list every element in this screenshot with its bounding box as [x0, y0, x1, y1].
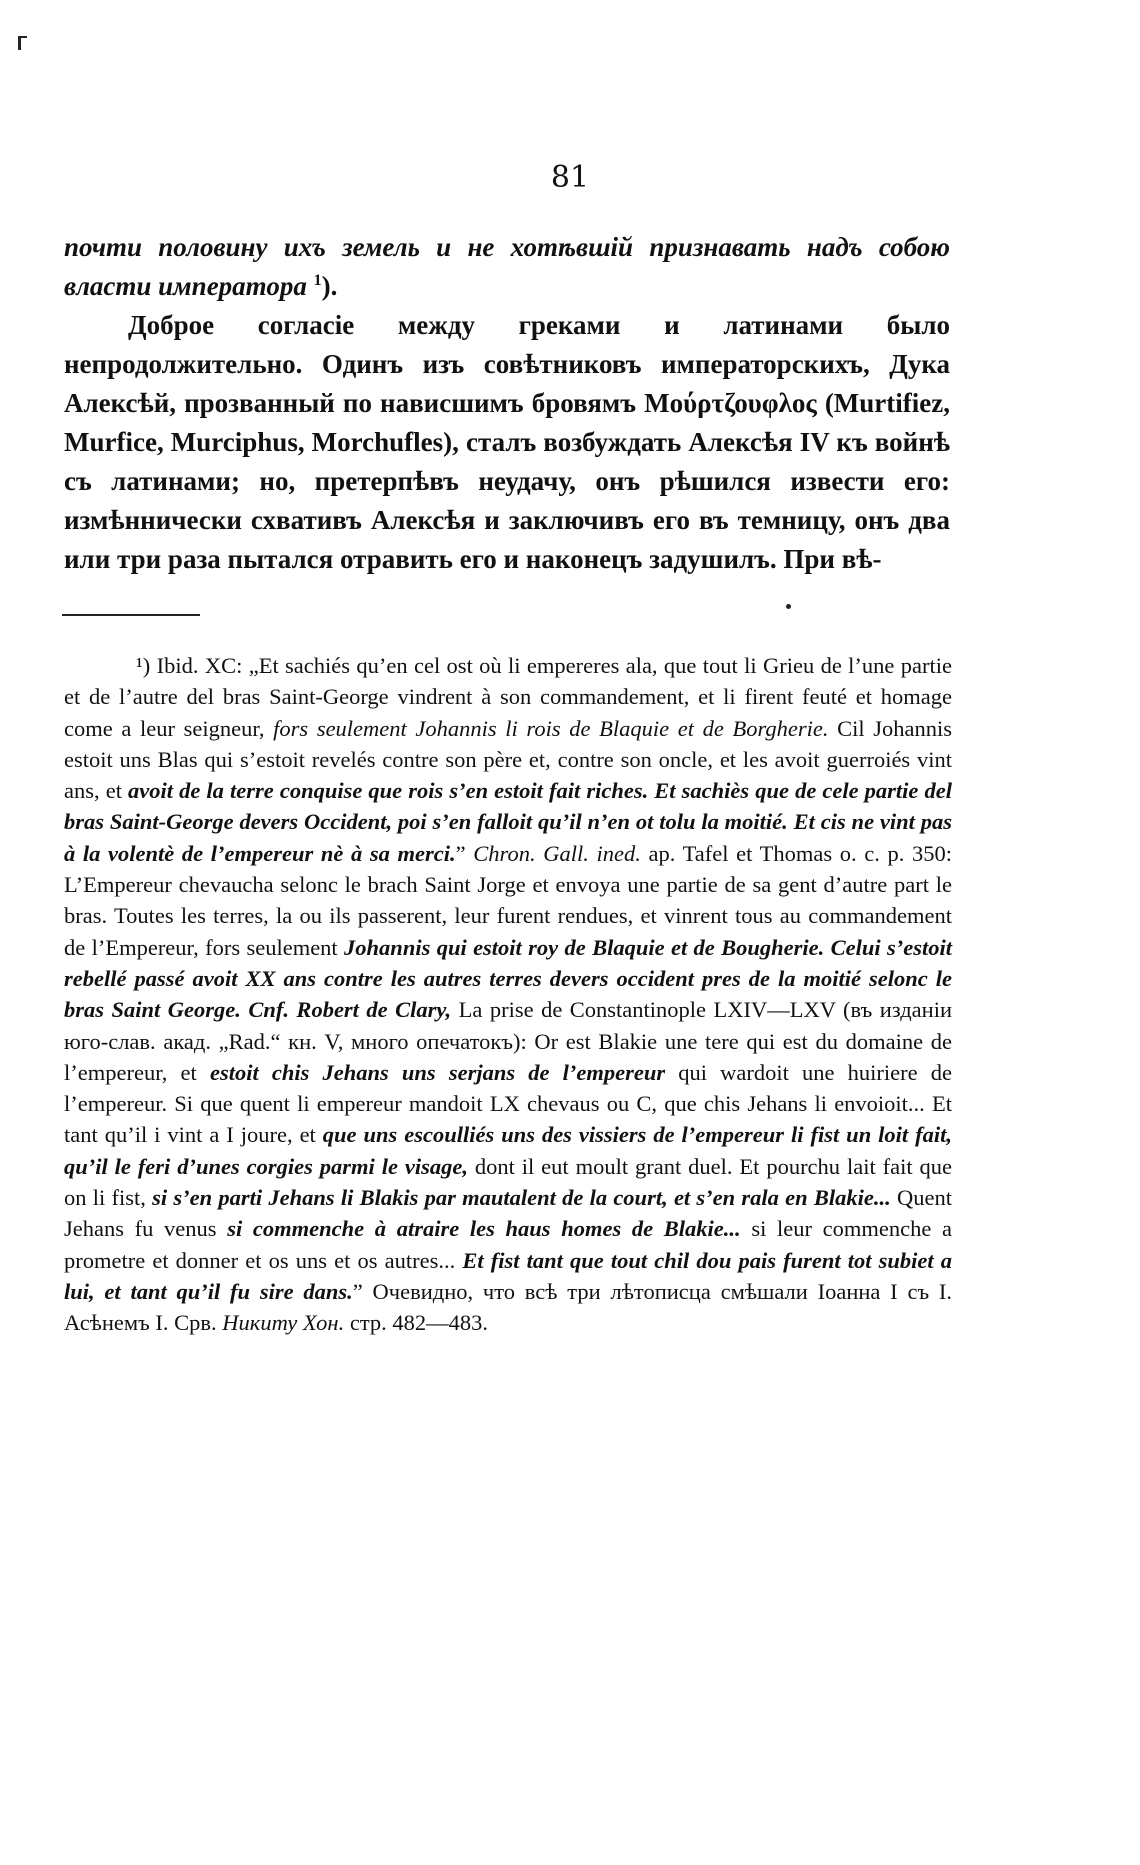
footnote-text-19: ” Очевидно, что всѣ три лѣтописца смѣшали Іоанна I съ I. Асѣнемъ I. Срв. [64, 1278, 952, 1336]
footnote-text-1: Ibid. XC: „Et sachiés qu’en cel ost où li empereres ala, que tout li Grieu de l’une partie et de l’autre del bras Saint-George vindrent à son commandement, et li firent feuté et homage come a leur seigneur, [64, 653, 952, 741]
footnote-text-18: Et fist tant que tout chil dou pais furent tot subiet a lui, et tant qu’il fu sire dans. [64, 1247, 952, 1304]
footnote-text-21: стр. 482—483. [344, 1310, 489, 1336]
divider-dot [786, 604, 791, 609]
main-text [64, 228, 950, 579]
footnote-text-12: que uns escoulliés uns des vissiers de l’empereur li fist un loit fait, qu’il le feri d’unes corgies parmi le visage, [64, 1122, 953, 1179]
footnote-text-10: estoit chis Jehans uns serjans de l’empereur [209, 1059, 666, 1085]
scan-corner-mark-top [18, 36, 27, 38]
footnote-paragraph [64, 650, 952, 1339]
paragraph-1-end: ). [321, 271, 338, 301]
footnote-text-3: Cil Johannis estoit uns Blas qui s’estoit revelés contre son père et, contre son oncle, et les avoit guerroiés vint ans, et [64, 715, 953, 804]
footnote-text-16: si commenche à atraire les haus homes de Blakie... [227, 1216, 741, 1242]
footnote-text-7: ap. Tafel et Thomas o. c. p. 350: L’Empereur chevaucha selonc le brach Saint Jorge et envoya une partie de sa gent d’autre part le bras. Toutes les terres, la ou ils passerent, leur furent rendues, et vinrent tous au commandement de l’Empereur, fors seulement [64, 840, 952, 960]
paragraph-2: Доброе согласіе между греками и латинами было непродолжительно. Одинъ изъ совѣтниковъ императорскихъ, Дука Алексѣй, прозванный по нависшимъ бровямъ Μούρτζουφλος (Murtifiez, Murfice, Murciphus, Morchufles), сталъ возбуждать Алексѣя IV къ войнѣ съ латинами; но, претерпѣвъ неудачу, онъ рѣшился извести его: измѣннически схвативъ Алексѣя и заключивъ его въ темницу, онъ два или три раза пытался отравить его и наконецъ задушилъ. При вѣ- [64, 310, 950, 574]
paragraph-1 [64, 228, 950, 306]
footnote-text-14: si s’en parti Jehans li Blakis par mautalent de la court, et s’en rala en Blakie... [152, 1185, 891, 1211]
scan-corner-mark [18, 36, 21, 50]
footnote-text-17: si leur commenche a prometre et donner et os uns et os autres... [64, 1216, 952, 1273]
footnote-text-2: fors seulement Johannis li rois de Blaquie et de Borgherie. [273, 715, 829, 741]
footnote-text-15: Quent Jehans fu venus [64, 1185, 952, 1242]
footnote-text-4: avoit de la terre conquise que rois s’en estoit fait riches. Et sachiès que de cele partie del bras Saint-George devers Occident, poi s’en falloit qu’il n’en ot tolu la moitié. Et cis ne vint pas à la volentè de l’empereur nè à sa merci. [64, 778, 952, 866]
footnote [64, 650, 952, 1339]
footnote-text-9: La prise de Constantinople LXIV—LXV (въ изданіи юго-слав. акад. „Rad.“ кн. V, много опечатокъ): Or est Blakie une tere qui est du domaine de l’empereur, et [64, 997, 952, 1085]
page-number: 81 [550, 160, 590, 195]
footnote-divider [62, 614, 200, 616]
footnote-text-13: dont il eut moult grant duel. Et pourchu lait fait que on li fist, [64, 1153, 952, 1211]
paragraph-1-italic: почти половину ихъ земель и не хотѣвшій признавать надъ собою власти императора [64, 232, 950, 301]
footnote-text-5: ” [455, 840, 474, 866]
footnote-text-8: Johannis qui estoit roy de Blaquie et de Bougherie. Celui s’estoit rebellé passé avoit XX ans contre les autres terres devers occident pres de la moitié selonc le bras Saint George. Cnf. Robert de Clary, [64, 934, 953, 1023]
footnote-text-6: Chron. Gall. ined. [473, 840, 641, 866]
footnote-text-20: Никиту Хон. [222, 1310, 345, 1336]
footnote-reference[interactable]: 1 [313, 272, 322, 289]
footnote-marker: ¹) [136, 653, 151, 678]
footnote-text-11: qui wardoit une huiriere de l’empereur. Si que quent li empereur mandoit LX chevaus ou C, que chis Jehans li envoioit... Et tant qu’il i vint a I joure, et [64, 1059, 953, 1148]
